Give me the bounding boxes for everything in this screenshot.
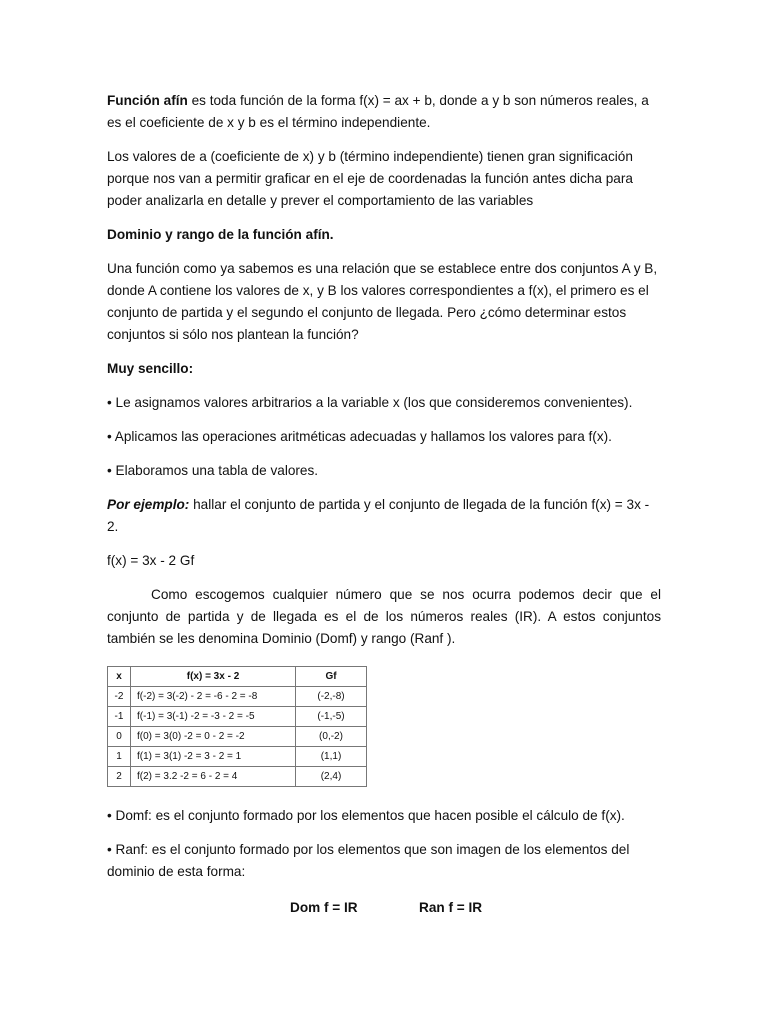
dom-ran-results [107,897,661,921]
bullet-item: • Aplicamos las operaciones aritméticas adecuadas y hallamos los valores para f(x). [107,429,612,444]
table-header-gf: Gf [296,667,367,687]
function-line: f(x) = 3x - 2 Gf [107,553,195,568]
bullet-item: • Elaboramos una tabla de valores. [107,463,319,478]
dom-result: Dom f = IR [290,900,358,915]
table-cell-fx: f(1) = 3(1) -2 = 3 - 2 = 1 [131,747,296,767]
example-label: Por ejemplo: [107,497,190,512]
paragraph-relation: Una función como ya sabemos es una relación que se establece entre dos conjuntos A y B, donde A contiene los valores de x, y B los valores correspondientes a f(x), el primero es el conjunto de partida y el segundo el conjunto de llegada. Pero ¿cómo determinar estos conjuntos si sólo nos plantean la función? [107,261,658,342]
bullet-ranf: • Ranf: es el conjunto formado por los elementos que son imagen de los elementos del dominio de esta forma: [107,842,630,879]
ran-result: Ran f = IR [419,900,483,915]
example-text: hallar el conjunto de partida y el conjunto de llegada de la función f(x) = 3x - 2. [107,497,650,534]
table-cell-x: 0 [108,727,131,747]
table-cell-fx: f(2) = 3.2 -2 = 6 - 2 = 4 [131,767,296,787]
table-cell-gf: (2,4) [296,767,367,787]
paragraph-definition [107,90,661,134]
table-cell-x: -1 [108,707,131,727]
table-header-row [108,667,367,687]
values-table [107,666,367,787]
table-cell-gf: (-2,-8) [296,687,367,707]
table-cell-x: -2 [108,687,131,707]
table-row [108,767,367,787]
table-row [108,687,367,707]
table-cell-fx: f(0) = 3(0) -2 = 0 - 2 = -2 [131,727,296,747]
heading-dominio-rango-text: Dominio y rango de la función afín. [107,227,334,242]
table-cell-x: 2 [108,767,131,787]
heading-dominio-rango [107,224,661,246]
table-cell-gf: (-1,-5) [296,707,367,727]
table-cell-x: 1 [108,747,131,767]
document-body [107,90,661,921]
table-row [108,727,367,747]
term-funcion-afin: Función afín [107,93,188,108]
bullet-item: • Le asignamos valores arbitrarios a la variable x (los que consideremos convenientes). [107,395,633,410]
table-cell-gf: (1,1) [296,747,367,767]
heading-muy-sencillo-text: Muy sencillo: [107,361,194,376]
table-header-x: x [108,667,131,687]
table-cell-gf: (0,-2) [296,727,367,747]
paragraph-coefficients: Los valores de a (coeficiente de x) y b (término independiente) tienen gran significación porque nos van a permitir graficar en el eje de coordenadas la función antes dicha para poder analizarla en detalle y prever el comportamiento de las variables [107,149,633,208]
definition-text: es toda función de la forma f(x) = ax + b, donde a y b son números reales, a es el coeficiente de x y b es el término independiente. [107,93,649,130]
table-row [108,747,367,767]
paragraph-example [107,494,661,538]
paragraph-dominio-rango: Como escogemos cualquier número que se nos ocurra podemos decir que el conjunto de partida y de llegada es el de los números reales (IR). A estos conjuntos también se les denomina Dominio (Domf) y rango (Ranf ). [107,587,661,646]
table-cell-fx: f(-1) = 3(-1) -2 = -3 - 2 = -5 [131,707,296,727]
table-cell-fx: f(-2) = 3(-2) - 2 = -6 - 2 = -8 [131,687,296,707]
table-row [108,707,367,727]
table-header-fx: f(x) = 3x - 2 [131,667,296,687]
bullet-domf: • Domf: es el conjunto formado por los elementos que hacen posible el cálculo de f(x). [107,808,625,823]
heading-muy-sencillo [107,358,661,380]
